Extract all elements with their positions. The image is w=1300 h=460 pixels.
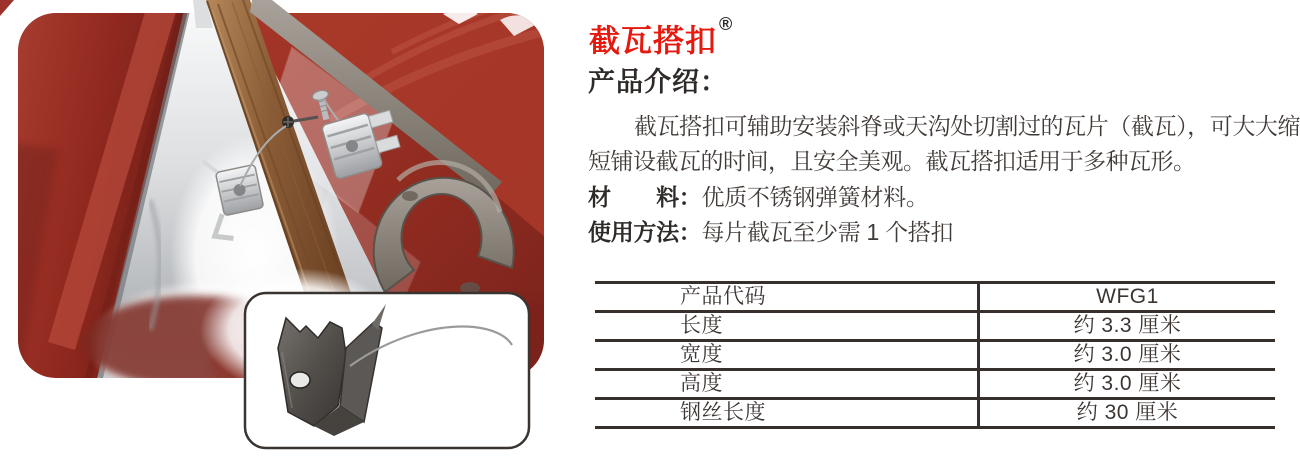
spec-label: 宽度 (595, 342, 980, 368)
inset-product-photo (245, 293, 529, 448)
spec-value: WFG1 (1096, 285, 1159, 308)
page-title (589, 14, 733, 61)
table-row (595, 284, 1275, 313)
stray-tile-fragment (0, 0, 14, 16)
roof-installation-illustration (0, 0, 560, 460)
table-row (595, 400, 1275, 429)
spec-value: 约 30 厘米 (1076, 401, 1179, 424)
table-row (595, 371, 1275, 400)
usage-line (588, 215, 953, 250)
product-name: 截瓦搭扣 (589, 23, 717, 59)
spec-label: 产品代码 (595, 284, 980, 310)
usage-label: 使用方法： (588, 219, 702, 245)
usage-value: 每片截瓦至少需 1 个搭扣 (701, 219, 954, 245)
spec-label: 高度 (595, 371, 980, 397)
table-row (595, 342, 1275, 371)
intro-paragraph: 截瓦搭扣可辅助安装斜脊或天沟处切割过的瓦片（截瓦），可大大缩短铺设截瓦的时间，且安全美观。截瓦搭扣适用于多种瓦形。 (588, 113, 1300, 174)
registered-trademark: ® (719, 14, 733, 34)
spec-table (595, 281, 1275, 429)
clip-hole (290, 372, 310, 388)
product-photo (0, 0, 560, 460)
material-value: 优质不锈钢弹簧材料。 (701, 184, 929, 210)
spec-value: 约 3.0 厘米 (1073, 343, 1182, 366)
spec-value: 约 3.0 厘米 (1073, 372, 1182, 395)
spec-value: 约 3.3 厘米 (1073, 314, 1182, 337)
material-line (588, 180, 929, 215)
intro-heading: 产品介绍： (588, 67, 728, 97)
table-row (595, 313, 1275, 342)
spec-label: 钢丝长度 (595, 400, 980, 426)
material-label: 材 料： (588, 184, 702, 210)
spec-label: 长度 (595, 313, 980, 339)
